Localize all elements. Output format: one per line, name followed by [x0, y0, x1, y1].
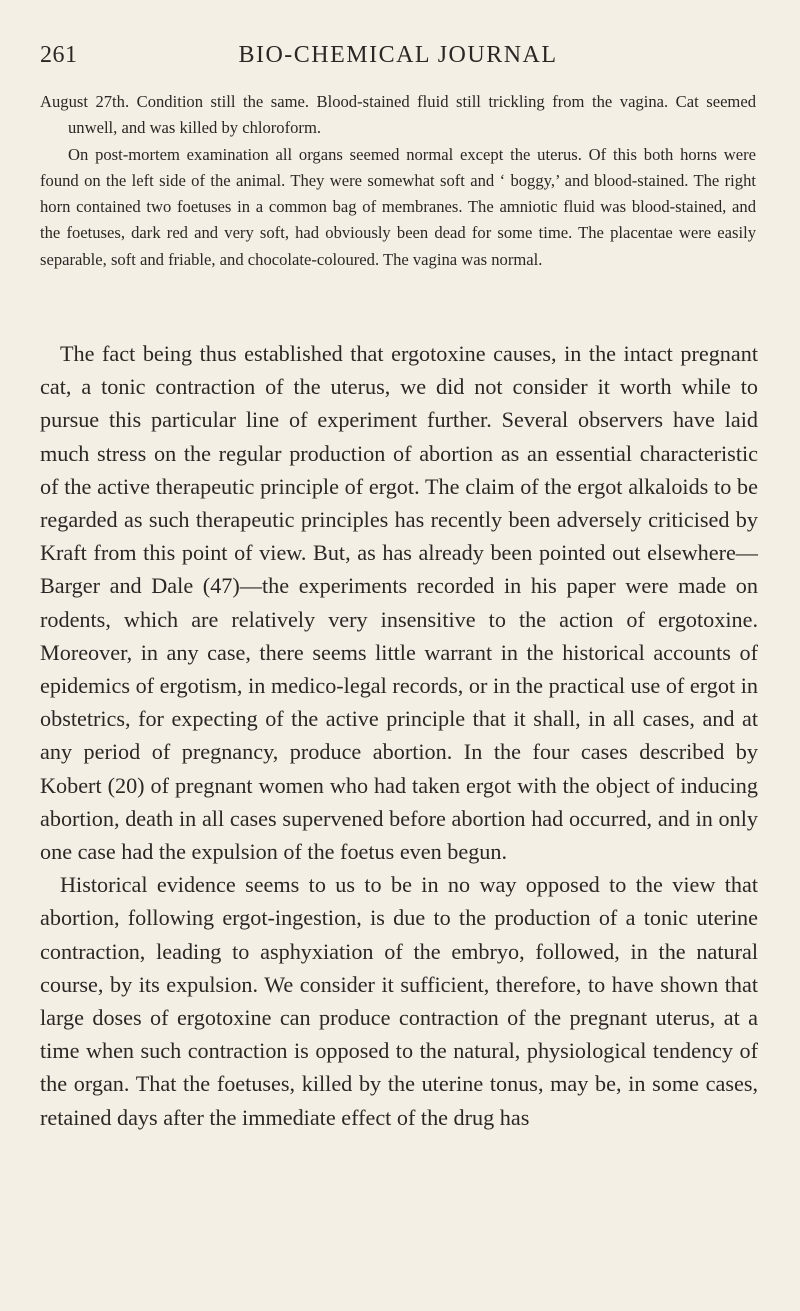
experiment-notes: [40, 89, 756, 273]
note-paragraph-date: August 27th. Condition still the same. Blood-stained fluid still trickling from the vagina. Cat seemed unwell, and was killed by chloroform.: [40, 92, 756, 138]
body-paragraph-historical-evidence: Historical evidence seems to us to be in no way opposed to the view that abortion, following ergot-ingestion, is due to the production of a tonic uterine contraction, leading to asphyxiation of the embryo, followed, in the natural course, by its expulsion. We consider it sufficient, therefore, to have shown that large doses of ergotoxine can produce contraction of the pregnant uterus, at a time when such contraction is opposed to the natural, physiological tendency of the organ. That the foetuses, killed by the uterine tonus, may be, in some cases, retained days after the immediate effect of the drug has: [40, 872, 758, 1130]
note-paragraph-post-mortem: On post-mortem examination all organs seemed normal except the uterus. Of this both horns were found on the left side of the animal. They were somewhat soft and ‘ boggy,’ and blood-stained. The right horn contained two foetuses in a common bag of membranes. The amniotic fluid was blood-stained, and the foetuses, dark red and very soft, had obviously been dead for some time. The placentae were easily separable, soft and friable, and chocolate-coloured. The vagina was normal.: [40, 144, 756, 269]
page-header: [40, 42, 756, 82]
body-paragraph-ergotoxine: The fact being thus established that ergotoxine causes, in the intact pregnant cat, a tonic contraction of the uterus, we did not consider it worth while to pursue this particular line of experiment further. Several observers have laid much stress on the regular production of abortion as an essential characteristic of the active therapeutic principle of ergot. The claim of the ergot alkaloids to be regarded as such therapeutic principles has recently been adversely criticised by Kraft from this point of view. But, as has already been pointed out elsewhere—Barger and Dale (47)—the experiments recorded in his paper were made on rodents, which are relatively very insensitive to the action of ergotoxine. Moreover, in any case, there seems little warrant in the historical accounts of epidemics of ergotism, in medico-legal records, or in the practical use of ergot in obstetrics, for expecting of the active principle that it shall, in all cases, and at any period of pregnancy, produce abortion. In the four cases described by Kobert (20) of pregnant women who had taken ergot with the object of inducing abortion, death in all cases supervened before abortion had occurred, and in only one case had the expulsion of the foetus even begun.: [40, 341, 758, 865]
journal-title: BIO-CHEMICAL JOURNAL: [238, 42, 558, 68]
page-number: 261: [40, 42, 78, 68]
main-text: [40, 337, 758, 1134]
